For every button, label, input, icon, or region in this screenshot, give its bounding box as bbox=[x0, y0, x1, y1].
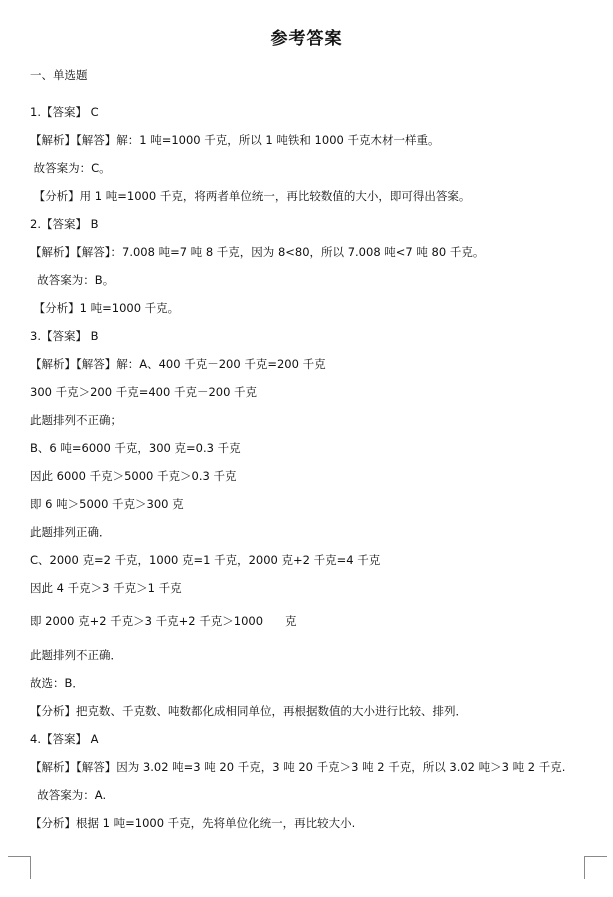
q4-conclusion: 故答案为：A. bbox=[30, 788, 107, 802]
q1-conclusion: 故答案为：C。 bbox=[30, 161, 111, 175]
q1-explanation: 【解析】【解答】解：1 吨=1000 千克，所以 1 吨铁和 1000 千克木材一样重。 bbox=[30, 133, 440, 147]
section-heading: 一、单选题 bbox=[30, 68, 88, 82]
q3-step-c1: C、2000 克=2 千克，1000 克=1 千克，2000 克+2 千克=4 千克 bbox=[30, 553, 381, 567]
q2-explanation: 【解析】【解答】：7.008 吨=7 吨 8 千克，因为 8<80，所以 7.008 吨<7 吨 80 千克。 bbox=[30, 245, 485, 259]
q4-explanation: 【解析】【解答】因为 3.02 吨=3 吨 20 千克，3 吨 20 千克＞3 吨 2 千克，所以 3.02 吨＞3 吨 2 千克. bbox=[30, 760, 566, 774]
q4-answer: 4.【答案】 A bbox=[30, 732, 99, 746]
page-title: 参考答案 bbox=[270, 29, 343, 49]
q1-answer: 1.【答案】 C bbox=[30, 105, 99, 119]
q3-explanation: 【解析】【解答】解：A、400 千克－200 千克=200 千克 bbox=[30, 357, 326, 371]
q3-step-b2: 因此 6000 千克＞5000 千克＞0.3 千克 bbox=[30, 469, 237, 483]
q3-step-c2: 因此 4 千克＞3 千克＞1 千克 bbox=[30, 581, 182, 595]
q3-analysis: 【分析】把克数、千克数、吨数都化成相同单位，再根据数值的大小进行比较、排列． bbox=[30, 704, 467, 718]
q3-step-c4: 此题排列不正确． bbox=[30, 648, 122, 662]
q2-answer: 2.【答案】 B bbox=[30, 217, 99, 231]
page-corner-mark-right bbox=[584, 856, 607, 879]
q3-step-a2: 300 千克＞200 千克=400 千克－200 千克 bbox=[30, 385, 258, 399]
page-corner-mark-left bbox=[8, 856, 31, 879]
q2-analysis: 【分析】1 吨=1000 千克。 bbox=[30, 301, 180, 315]
q4-analysis: 【分析】根据 1 吨=1000 千克，先将单位化统一，再比较大小. bbox=[30, 816, 356, 830]
q3-step-b4: 此题排列正确． bbox=[30, 525, 111, 539]
q3-step-b3: 即 6 吨＞5000 千克＞300 克 bbox=[30, 497, 184, 511]
q1-analysis: 【分析】用 1 吨=1000 千克，将两者单位统一，再比较数值的大小，即可得出答案。 bbox=[30, 189, 471, 203]
q3-step-b1: B、6 吨=6000 千克，300 克=0.3 千克 bbox=[30, 441, 241, 455]
q3-step-c3: 即 2000 克+2 千克＞3 千克+2 千克＞1000 克 bbox=[30, 614, 297, 628]
q3-conclusion: 故选：B． bbox=[30, 676, 84, 690]
q3-answer: 3.【答案】 B bbox=[30, 329, 99, 343]
q3-step-a3: 此题排列不正确； bbox=[30, 413, 122, 427]
q2-conclusion: 故答案为：B。 bbox=[30, 273, 115, 287]
